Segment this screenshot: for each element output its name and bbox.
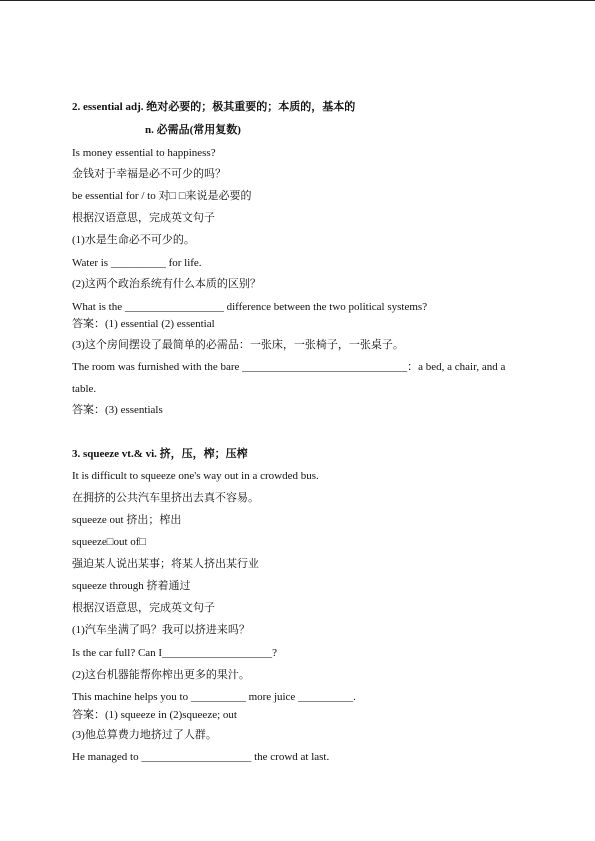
phrase: squeeze□out of□: [72, 536, 147, 548]
section-2-heading: 2. essential adj. 绝对必要的；极其重要的；本质的，基本的: [72, 101, 356, 113]
exercise-prompt: (2)这两个政治系统有什么本质的区别？: [72, 278, 261, 290]
example-sentence: It is difficult to squeeze one's way out in a crowded bus.: [72, 470, 319, 482]
phrase: be essential for / to 对□ □来说是必要的: [72, 190, 252, 202]
answer: 答案：(1) essential (2) essential: [72, 318, 215, 330]
example-translation: 在拥挤的公共汽车里挤出去真不容易。: [72, 492, 259, 504]
exercise-prompt: (3)他总算费力地挤过了人群。: [72, 729, 217, 741]
exercise-sentence-cont: table.: [72, 383, 97, 395]
exercise-prompt: (2)这台机器能帮你榨出更多的果汁。: [72, 669, 250, 681]
exercise-sentence: Water is __________ for life.: [72, 257, 202, 269]
exercise-prompt: (1)汽车坐满了吗？我可以挤进来吗？: [72, 624, 250, 636]
phrase-meaning: 强迫某人说出某事；将某人挤出某行业: [72, 558, 259, 570]
example-translation: 金钱对于幸福是必不可少的吗？: [72, 168, 226, 180]
instruction: 根据汉语意思，完成英文句子: [72, 212, 215, 224]
top-border: [0, 0, 595, 1]
exercise-prompt: (3)这个房间摆设了最简单的必需品：一张床，一张椅子，一张桌子。: [72, 339, 404, 351]
exercise-sentence: What is the __________________ difference between the two political systems?: [72, 301, 428, 313]
exercise-sentence: This machine helps you to __________ more juice __________.: [72, 691, 356, 703]
exercise-sentence: Is the car full? Can I____________________?: [72, 647, 277, 659]
answer: 答案：(1) squeeze in (2)squeeze; out: [72, 709, 237, 721]
answer: 答案：(3) essentials: [72, 404, 163, 416]
phrase: squeeze out 挤出；榨出: [72, 514, 182, 526]
example-sentence: Is money essential to happiness?: [72, 147, 216, 159]
exercise-sentence: He managed to ____________________ the crowd at last.: [72, 751, 330, 763]
instruction: 根据汉语意思，完成英文句子: [72, 602, 215, 614]
section-2-subheading: n. 必需品(常用复数): [145, 124, 241, 136]
section-3-heading: 3. squeeze vt.& vi. 挤，压，榨；压榨: [72, 448, 248, 460]
phrase: squeeze through 挤着通过: [72, 580, 191, 592]
exercise-prompt: (1)水是生命必不可少的。: [72, 234, 195, 246]
exercise-sentence: The room was furnished with the bare ______________________________：a bed, a chair, and a: [72, 361, 506, 373]
